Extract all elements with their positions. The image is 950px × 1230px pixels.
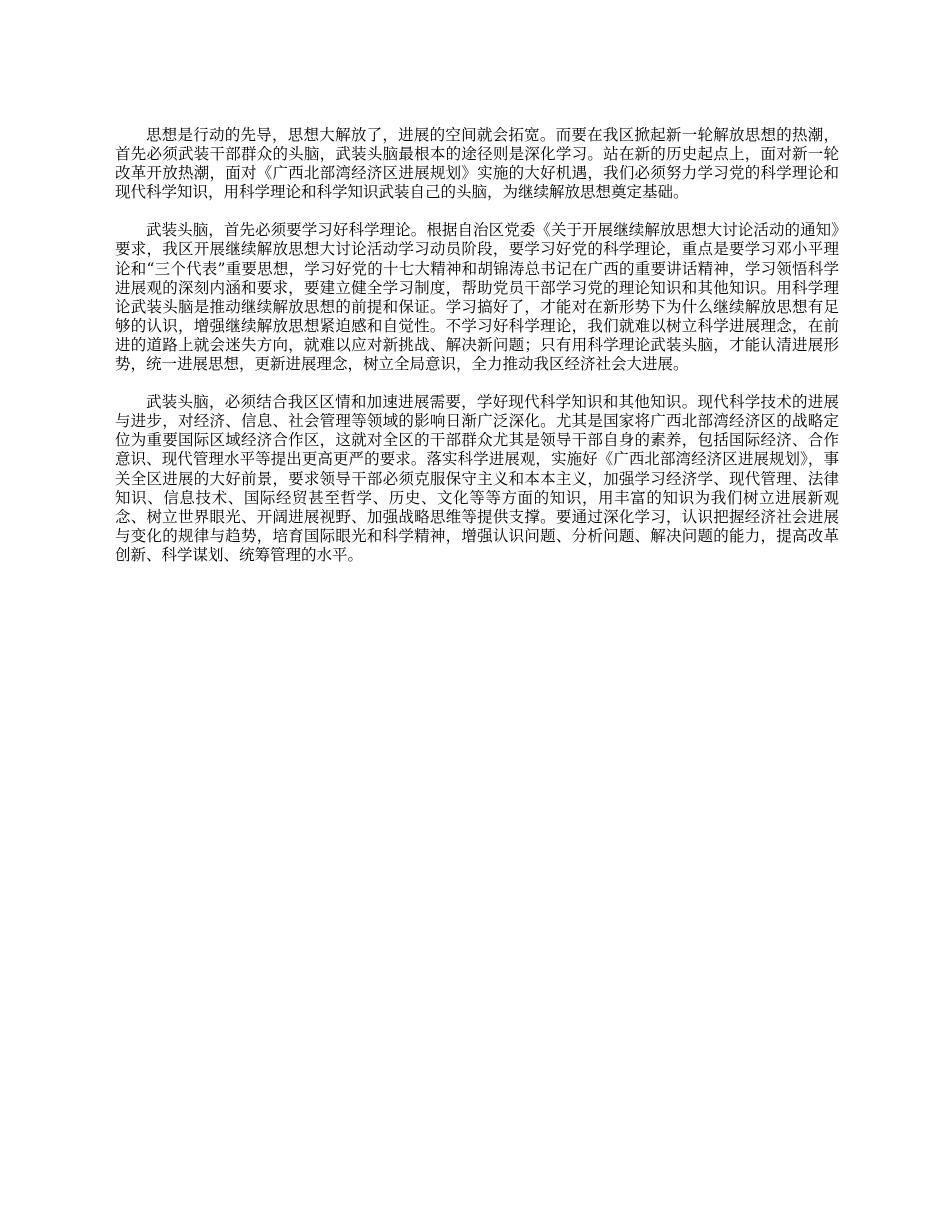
paragraph-2: 武装头脑，首先必须要学习好科学理论。根据自治区党委《关于开展继续解放思想大讨论活动的通知》要求，我区开展继续解放思想大讨论活动学习动员阶段，要学习好党的科学理论，重点是要学习邓小平理论和“三个代表”重要思想，学习好党的十七大精神和胡锦涛总书记在广西的重要讲话精神，学习领悟科学进展观的深刻内涵和要求，要建立健全学习制度，帮助党员干部学习党的理论知识和其他知识。用科学理论武装头脑是推动继续解放思想的前提和保证。学习搞好了，才能对在新形势下为什么继续解放思想有足够的认识，增强继续解放思想紧迫感和自觉性。不学习好科学理论，我们就难以树立科学进展理念，在前进的道路上就会迷失方向，就难以应对新挑战、解决新问题；只有用科学理论武装头脑，才能认清进展形势，统一进展思想，更新进展理念，树立全局意识，全力推动我区经济社会大进展。 xyxy=(115,221,839,374)
paragraph-1: 思想是行动的先导，思想大解放了，进展的空间就会拓宽。而要在我区掀起新一轮解放思想的热潮，首先必须武装干部群众的头脑，武装头脑最根本的途径则是深化学习。站在新的历史起点上，面对新一轮改革开放热潮，面对《广西北部湾经济区进展规划》实施的大好机遇，我们必须努力学习党的科学理论和现代科学知识，用科学理论和科学知识武装自己的头脑，为继续解放思想奠定基础。 xyxy=(115,126,839,202)
document-page xyxy=(115,126,839,584)
paragraph-3: 武装头脑，必须结合我区区情和加速进展需要，学好现代科学知识和其他知识。现代科学技术的进展与进步，对经济、信息、社会管理等领域的影响日渐广泛深化。尤其是国家将广西北部湾经济区的战略定位为重要国际区域经济合作区，这就对全区的干部群众尤其是领导干部自身的素养，包括国际经济、合作意识、现代管理水平等提出更高更严的要求。落实科学进展观，实施好《广西北部湾经济区进展规划》，事关全区进展的大好前景，要求领导干部必须克服保守主义和本本主义，加强学习经济学、现代管理、法律知识、信息技术、国际经贸甚至哲学、历史、文化等等方面的知识，用丰富的知识为我们树立进展新观念、树立世界眼光、开阔进展视野、加强战略思维等提供支撑。要通过深化学习，认识把握经济社会进展与变化的规律与趋势，培育国际眼光和科学精神，增强认识问题、分析问题、解决问题的能力，提高改革创新、科学谋划、统筹管理的水平。 xyxy=(115,393,839,564)
